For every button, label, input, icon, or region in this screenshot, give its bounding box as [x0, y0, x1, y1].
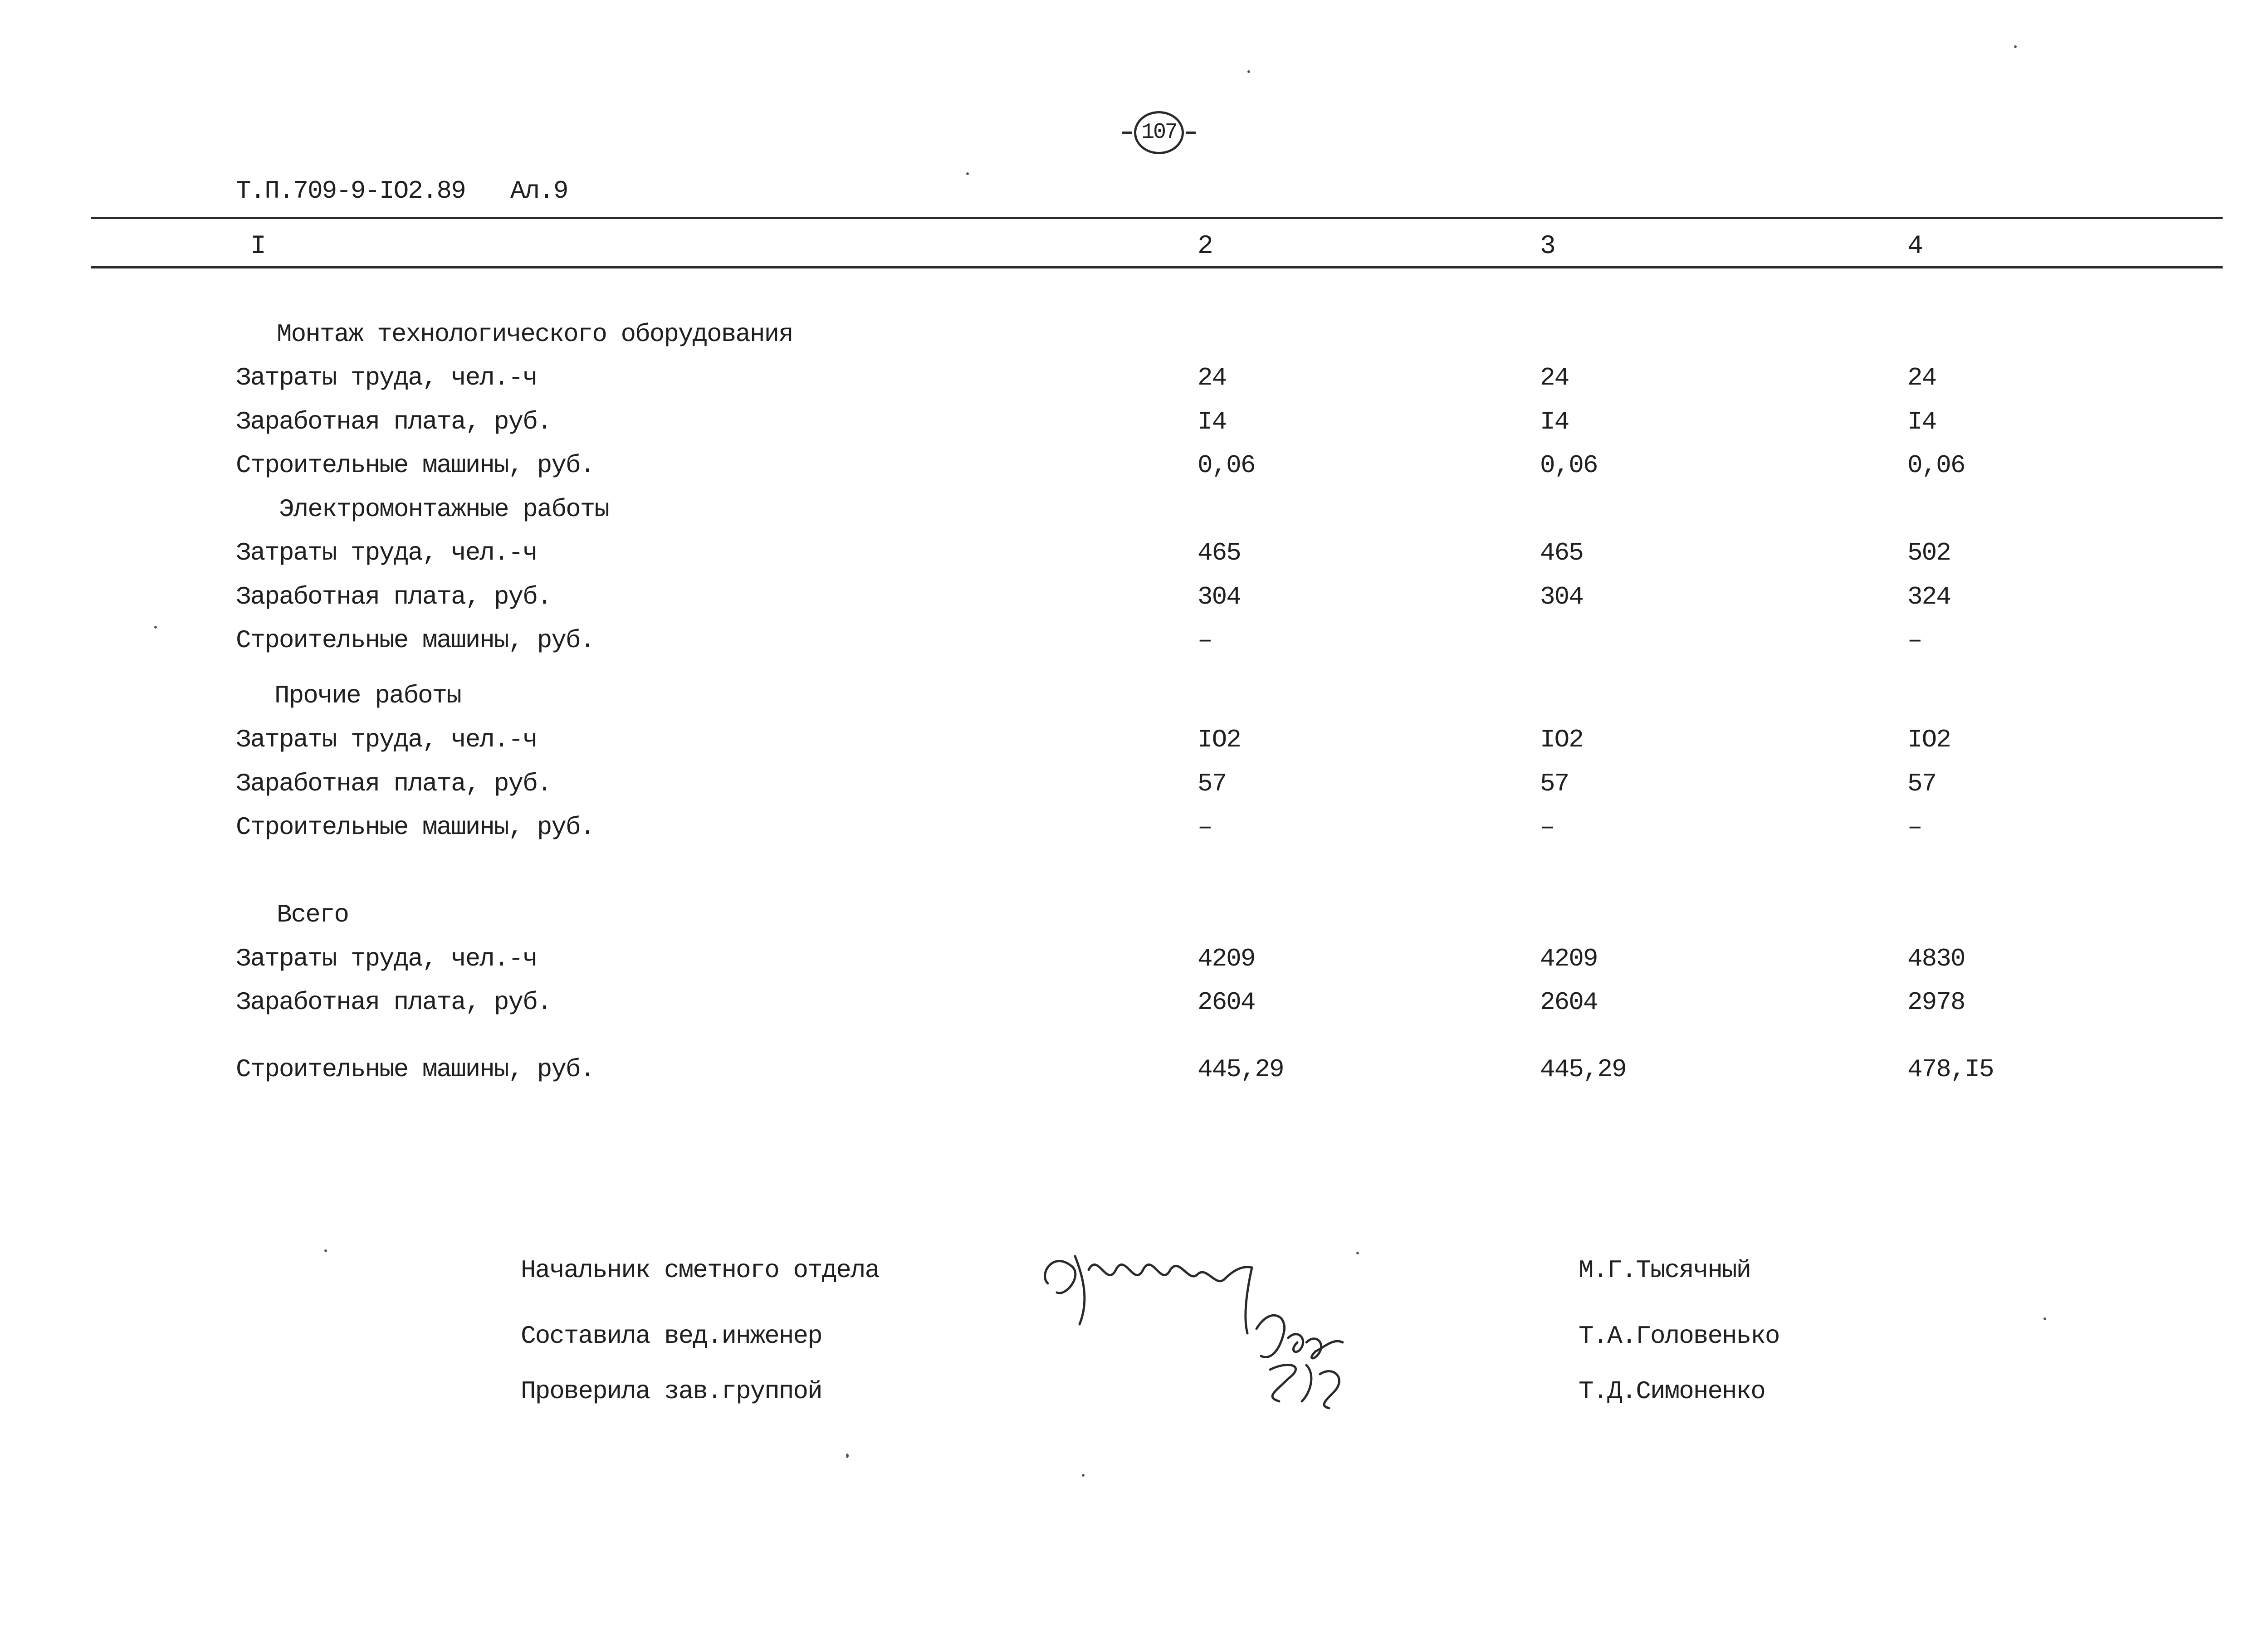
cell-col4: 24: [1907, 363, 1936, 392]
scan-speck: [1082, 1474, 1085, 1477]
row-label: Строительные машины, руб.: [236, 626, 595, 655]
cell-col2: 24: [1198, 363, 1227, 392]
cell-col4: –: [1907, 626, 1922, 655]
signature-name: Т.Д.Симоненко: [1579, 1377, 1765, 1406]
row-label: Затраты труда, чел.-ч: [236, 725, 537, 754]
cell-col2: 0,06: [1198, 451, 1255, 480]
row-label: Затраты труда, чел.-ч: [236, 538, 537, 567]
cell-col2: 445,29: [1198, 1055, 1284, 1084]
scan-speck: [324, 1249, 327, 1252]
cell-col2: 465: [1198, 538, 1241, 567]
column-header-1: I: [250, 232, 265, 261]
cell-col3: 4209: [1540, 944, 1598, 973]
row-label: Заработная плата, руб.: [236, 988, 552, 1017]
header-rule-top: [91, 217, 2223, 219]
row-label: Строительные машины, руб.: [236, 813, 595, 842]
cell-col4: 0,06: [1907, 451, 1965, 480]
cell-col2: I4: [1198, 407, 1227, 436]
page-number-dash-left: [1122, 132, 1132, 134]
doc-code: Т.П.709-9-IО2.89: [236, 176, 465, 205]
scan-speck: [2043, 1317, 2046, 1320]
cell-col3: 2604: [1540, 988, 1598, 1017]
cell-col2: 304: [1198, 582, 1241, 611]
row-label: Заработная плата, руб.: [236, 582, 552, 611]
cell-col4: 4830: [1907, 944, 1965, 973]
cell-col3: 0,06: [1540, 451, 1598, 480]
header-rule-bottom: [91, 266, 2223, 268]
cell-col4: 324: [1907, 582, 1950, 611]
cell-col2: IО2: [1198, 725, 1241, 754]
section-label: Монтаж технологического оборудования: [277, 320, 793, 349]
page-number: 107: [1134, 111, 1184, 154]
cell-col4: I4: [1907, 407, 1936, 436]
section-label: Электромонтажные работы: [279, 495, 609, 524]
cell-col3: 465: [1540, 538, 1583, 567]
cell-col3: IО2: [1540, 725, 1583, 754]
scan-speck: [966, 172, 969, 175]
scan-speck: [1247, 70, 1250, 73]
cell-col3: 57: [1540, 769, 1569, 798]
page-number-dash-right: [1186, 132, 1196, 134]
row-label: Заработная плата, руб.: [236, 769, 552, 798]
cell-col4: 478,I5: [1907, 1055, 1994, 1084]
cell-col4: 57: [1907, 769, 1936, 798]
signature-name: М.Г.Тысячный: [1579, 1256, 1751, 1285]
row-label: Затраты труда, чел.-ч: [236, 944, 537, 973]
cell-col4: IО2: [1907, 725, 1950, 754]
signature-role: Начальник сметного отдела: [521, 1256, 880, 1285]
cell-col3: I4: [1540, 407, 1569, 436]
cell-col3: 24: [1540, 363, 1569, 392]
cell-col2: 57: [1198, 769, 1227, 798]
cell-col3: 304: [1540, 582, 1583, 611]
cell-col2: 4209: [1198, 944, 1255, 973]
scan-speck: [154, 626, 157, 629]
cell-col2: –: [1198, 626, 1212, 655]
signature-role: Составила вед.инженер: [521, 1322, 822, 1351]
cell-col4: 2978: [1907, 988, 1965, 1017]
signature-name: Т.А.Головенько: [1579, 1322, 1779, 1351]
handwritten-signature: [1034, 1224, 1388, 1424]
row-label: Затраты труда, чел.-ч: [236, 363, 537, 392]
scan-speck: [2014, 45, 2017, 48]
cell-col2: 2604: [1198, 988, 1255, 1017]
album-number: Ал.9: [510, 176, 568, 205]
row-label: Заработная плата, руб.: [236, 407, 552, 436]
cell-col4: 502: [1907, 538, 1950, 567]
cell-col3: –: [1540, 813, 1554, 842]
section-label: Всего: [277, 900, 349, 929]
cell-col4: –: [1907, 813, 1922, 842]
scan-speck: [846, 1454, 849, 1458]
cell-col2: –: [1198, 813, 1212, 842]
signature-role: Проверила зав.группой: [521, 1377, 822, 1406]
scan-speck: [1356, 1252, 1359, 1254]
section-label: Прочие работы: [274, 681, 461, 710]
row-label: Строительные машины, руб.: [236, 1055, 595, 1084]
row-label: Строительные машины, руб.: [236, 451, 595, 480]
column-header-4: 4: [1907, 232, 1922, 261]
cell-col3: 445,29: [1540, 1055, 1626, 1084]
column-header-3: 3: [1540, 232, 1555, 261]
column-header-2: 2: [1198, 232, 1212, 261]
